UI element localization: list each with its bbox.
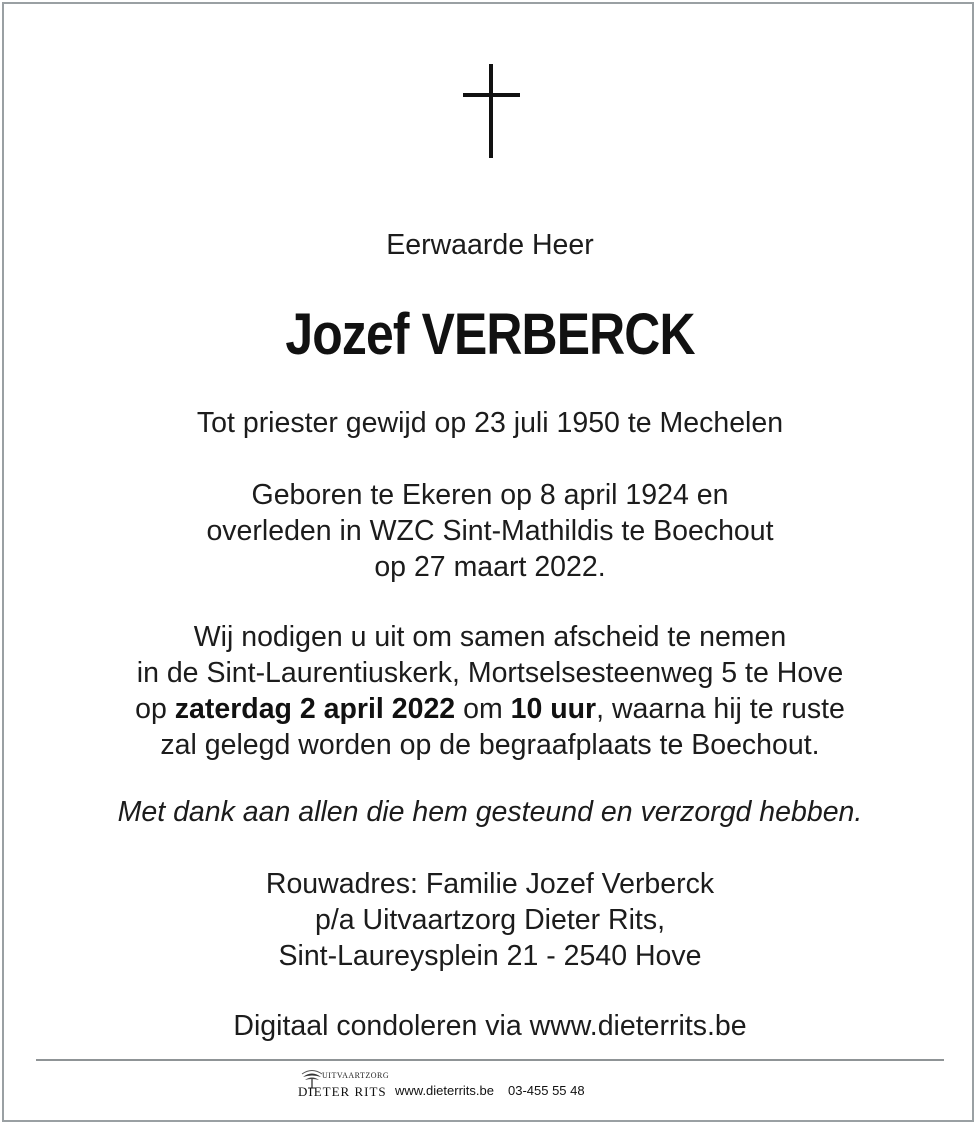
death-place-line: overleden in WZC Sint-Mathildis te Boechout: [206, 515, 774, 547]
death-date-line: op 27 maart 2022.: [374, 551, 606, 583]
logo-subtitle: UITVAARTZORG: [322, 1071, 390, 1080]
funeral-home-logo: [290, 1068, 390, 1108]
birth-line: Geboren te Ekeren op 8 april 1924 en: [251, 479, 729, 511]
funeral-time: 10 uur: [510, 693, 597, 725]
ordination-line: Tot priester gewijd op 23 juli 1950 te Mechelen: [196, 407, 784, 439]
invitation-line-2: in de Sint-Laurentiuskerk, Mortselsesteenweg 5 te Hove: [136, 657, 844, 689]
footer-website[interactable]: www.dieterrits.be: [395, 1083, 494, 1098]
funeral-date: zaterdag 2 april 2022: [174, 693, 456, 725]
invitation-post: , waarna hij te ruste: [596, 693, 845, 725]
address-line-1: Rouwadres: Familie Jozef Verberck: [265, 868, 715, 900]
invitation-line-1: Wij nodigen u uit om samen afscheid te nemen: [193, 621, 787, 653]
footer-phone: 03-455 55 48: [507, 1083, 585, 1098]
footer-contact: [395, 1083, 585, 1098]
deceased-name: Jozef VERBERCK: [285, 302, 695, 367]
invitation-mid: om: [455, 693, 511, 725]
invitation-line-4: zal gelegd worden op de begraafplaats te Boechout.: [160, 729, 820, 761]
cross-icon: [463, 64, 520, 158]
address-line-3: Sint-Laureysplein 21 - 2540 Hove: [278, 940, 702, 972]
address-line-2: p/a Uitvaartzorg Dieter Rits,: [314, 904, 666, 936]
invitation-line-3: [0, 692, 980, 726]
honorific-title: Eerwaarde Heer: [386, 229, 594, 261]
logo-name: DIETER RITS: [298, 1084, 387, 1099]
footer-divider: [36, 1059, 944, 1061]
invitation-pre: op: [135, 693, 175, 725]
condolence-line: Digitaal condoleren via www.dieterrits.be: [233, 1010, 747, 1042]
thanks-line: Met dank aan allen die hem gesteund en verzorgd hebben.: [117, 796, 863, 828]
